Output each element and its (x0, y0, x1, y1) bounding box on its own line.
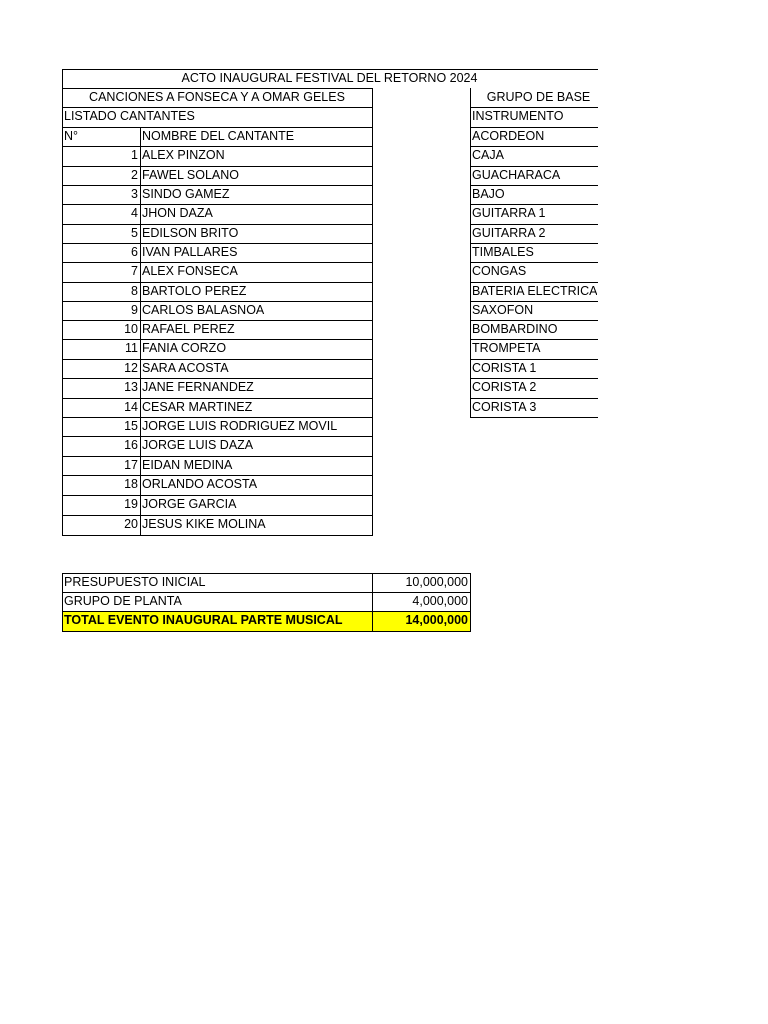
singers-list-label: LISTADO CANTANTES (64, 109, 195, 123)
instrument-cell: CORISTA 2 (472, 380, 537, 394)
grid-line (62, 475, 373, 476)
grid-line (62, 224, 373, 225)
singer-number-cell: 19 (124, 497, 138, 511)
grid-line (62, 204, 373, 205)
grid-line (62, 631, 471, 632)
instrument-cell: GUITARRA 1 (472, 206, 546, 220)
grid-line (470, 146, 598, 147)
instrument-cell: CONGAS (472, 264, 527, 278)
singer-name-cell: ALEX FONSECA (142, 264, 238, 278)
number-column-header: N° (64, 129, 79, 143)
grid-line (62, 339, 373, 340)
grid-line (62, 495, 373, 496)
singer-name-cell: FAWEL SOLANO (142, 168, 240, 182)
grid-line (62, 398, 373, 399)
budget-label-cell: PRESUPUESTO INICIAL (64, 575, 206, 589)
grid-line (62, 166, 373, 167)
singer-name-cell: ORLANDO ACOSTA (142, 477, 258, 491)
grid-line (470, 204, 598, 205)
right-section-header: GRUPO DE BASE (486, 90, 591, 104)
grid-line (62, 243, 373, 244)
singer-name-cell: EIDAN MEDINA (142, 458, 233, 472)
instrument-cell: SAXOFON (472, 303, 534, 317)
instrument-column-header: INSTRUMENTO (472, 109, 564, 123)
grid-line (62, 262, 373, 263)
budget-value-cell: 4,000,000 (412, 594, 468, 608)
singer-number-cell: 17 (124, 458, 138, 472)
singer-name-cell: JESUS KIKE MOLINA (142, 517, 266, 531)
grid-line (470, 398, 598, 399)
grid-line (470, 166, 598, 167)
grid-line (470, 573, 471, 632)
singer-name-cell: JORGE LUIS RODRIGUEZ MOVIL (142, 419, 338, 433)
singer-name-cell: SARA ACOSTA (142, 361, 229, 375)
grid-line (62, 592, 471, 593)
grid-line (62, 69, 598, 70)
grid-line (62, 515, 373, 516)
singer-name-cell: SINDO GAMEZ (142, 187, 230, 201)
grid-line (470, 127, 598, 128)
budget-label-cell: TOTAL EVENTO INAUGURAL PARTE MUSICAL (64, 613, 343, 627)
grid-line (470, 224, 598, 225)
grid-line (62, 88, 373, 89)
singer-name-cell: CESAR MARTINEZ (142, 400, 253, 414)
grid-line (62, 378, 373, 379)
singer-name-cell: EDILSON BRITO (142, 226, 239, 240)
singer-number-cell: 18 (124, 477, 138, 491)
grid-line (470, 185, 598, 186)
budget-value-cell: 10,000,000 (405, 575, 468, 589)
instrument-cell: CORISTA 1 (472, 361, 537, 375)
instrument-cell: TIMBALES (472, 245, 534, 259)
budget-value-cell: 14,000,000 (405, 613, 468, 627)
grid-line (470, 301, 598, 302)
instrument-cell: GUITARRA 2 (472, 226, 546, 240)
singer-name-cell: RAFAEL PEREZ (142, 322, 235, 336)
grid-line (62, 320, 373, 321)
singer-number-cell: 15 (124, 419, 138, 433)
left-section-header: CANCIONES A FONSECA Y A OMAR GELES (89, 90, 345, 104)
singer-name-cell: JANE FERNANDEZ (142, 380, 254, 394)
singer-number-cell: 10 (124, 322, 138, 336)
singer-number-cell: 8 (131, 284, 138, 298)
singer-number-cell: 6 (131, 245, 138, 259)
instrument-cell: CORISTA 3 (472, 400, 537, 414)
singer-name-cell: BARTOLO PEREZ (142, 284, 247, 298)
singer-name-cell: JHON DAZA (142, 206, 213, 220)
singer-number-cell: 2 (131, 168, 138, 182)
grid-line (62, 436, 373, 437)
instrument-cell: BATERIA ELECTRICA (472, 284, 597, 298)
singer-number-cell: 11 (125, 341, 138, 355)
grid-line (140, 127, 141, 536)
grid-line (470, 282, 598, 283)
grid-line (372, 573, 373, 632)
singer-number-cell: 20 (124, 517, 138, 531)
singer-number-cell: 4 (131, 206, 138, 220)
grid-line (62, 69, 63, 536)
grid-line (372, 88, 373, 536)
grid-line (470, 378, 598, 379)
grid-line (62, 107, 373, 108)
singer-name-cell: CARLOS BALASNOA (142, 303, 265, 317)
singer-name-cell: IVAN PALLARES (142, 245, 238, 259)
instrument-cell: TROMPETA (472, 341, 541, 355)
singer-number-cell: 1 (131, 148, 138, 162)
grid-line (470, 262, 598, 263)
grid-line (62, 573, 63, 632)
grid-line (62, 417, 373, 418)
grid-line (62, 611, 471, 612)
singer-number-cell: 16 (124, 438, 138, 452)
grid-line (470, 320, 598, 321)
singer-number-cell: 13 (124, 380, 138, 394)
singer-name-cell: JORGE LUIS DAZA (142, 438, 254, 452)
instrument-cell: BOMBARDINO (472, 322, 558, 336)
singer-number-cell: 12 (124, 361, 138, 375)
singer-number-cell: 14 (124, 400, 138, 414)
grid-line (470, 88, 471, 418)
grid-line (62, 127, 373, 128)
singer-name-cell: JORGE GARCIA (142, 497, 237, 511)
grid-line (62, 282, 373, 283)
sheet-title: ACTO INAUGURAL FESTIVAL DEL RETORNO 2024 (181, 71, 478, 85)
grid-line (62, 185, 373, 186)
instrument-cell: ACORDEON (472, 129, 545, 143)
grid-line (470, 359, 598, 360)
singer-number-cell: 3 (131, 187, 138, 201)
singer-name-cell: FANIA CORZO (142, 341, 227, 355)
grid-line (62, 535, 373, 536)
grid-line (62, 146, 373, 147)
singer-name-column-header: NOMBRE DEL CANTANTE (142, 129, 295, 143)
singer-number-cell: 5 (131, 226, 138, 240)
grid-line (470, 243, 598, 244)
grid-line (62, 359, 373, 360)
instrument-cell: BAJO (472, 187, 505, 201)
grid-line (62, 456, 373, 457)
grid-line (470, 417, 598, 418)
singer-number-cell: 7 (131, 264, 138, 278)
grid-line (470, 339, 598, 340)
grid-line (62, 301, 373, 302)
singer-number-cell: 9 (131, 303, 138, 317)
grid-line (62, 573, 471, 574)
singer-name-cell: ALEX PINZON (142, 148, 225, 162)
budget-label-cell: GRUPO DE PLANTA (64, 594, 182, 608)
instrument-cell: GUACHARACA (472, 168, 561, 182)
grid-line (470, 107, 598, 108)
instrument-cell: CAJA (472, 148, 504, 162)
